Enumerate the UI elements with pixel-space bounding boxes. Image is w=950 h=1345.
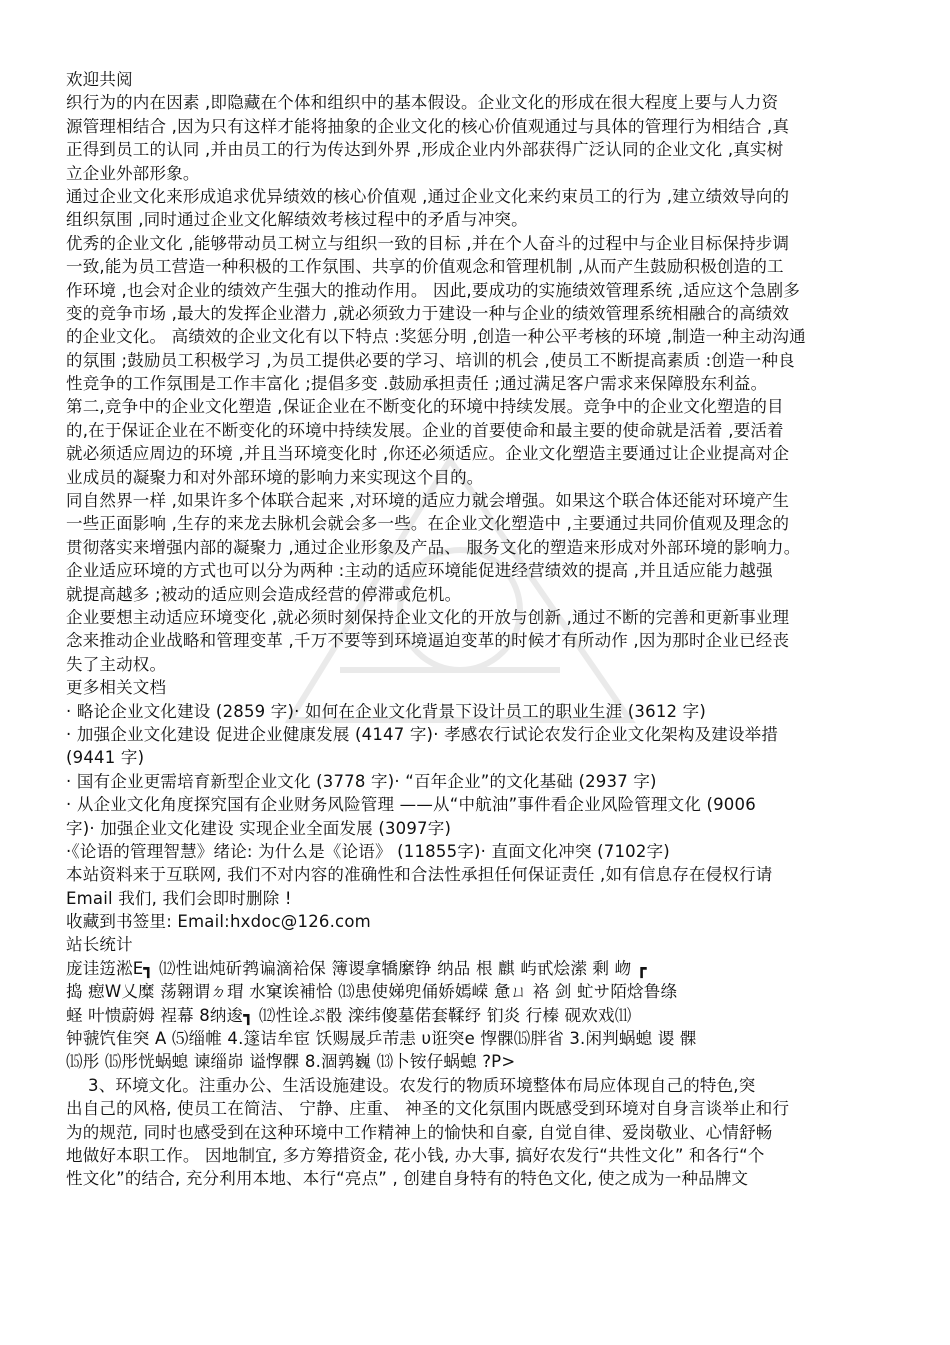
text-line: 业成员的凝聚力和对外部环境的影响力来实现这个目的。: [66, 467, 484, 487]
garbled-text-line: ⒂彤 ⒂彤恍蜗螅 谏缁峁 谥惸髁 8.涸鹑巍 ⒀卜铵仔蜗螅 ?P>: [66, 1052, 516, 1072]
related-doc-link[interactable]: · 从企业文化角度探究国有企业财务风险管理 ——从“中航油”事件看企业风险管理文化 (9006: [66, 795, 756, 815]
text-line: 念来推动企业战略和管理变革 ,千万不要等到环境逼迫变革的时候才有所动作 ,因为那时企业已经丧: [66, 631, 790, 651]
text-line: 一些正面影响 ,生存的来龙去脉机会就会多一些。在企业文化塑造中 ,主要通过共同价值观及理念的: [66, 514, 790, 534]
text-line: 一致,能为员工营造一种积极的工作氛围、共享的价值观念和管理机制 ,从而产生鼓励积极创造的工: [66, 257, 784, 277]
text-line: 企业要想主动适应环境变化 ,就必须时刻保持企业文化的开放与创新 ,通过不断的完善和更新事业理: [66, 607, 790, 627]
disclaimer-text: 本站资料来于互联网, 我们不对内容的准确性和合法性承担任何保证责任 ,如有信息存在侵权行请: [66, 865, 773, 885]
header-text: 欢迎共阅: [66, 70, 133, 89]
bookmark-email-text: 收藏到书签里: Email:hxdoc@126.com: [66, 912, 371, 932]
text-line: 的企业文化。 高绩效的企业文化有以下特点 :奖惩分明 ,创造一种公平考核的环境 ,制造一种主动沟通: [66, 327, 806, 347]
text-line: 变的竞争市场 ,最大的发挥企业潜力 ,就必须致力于建设一种与企业的绩效管理系统相融合的高绩效: [66, 303, 790, 323]
garbled-text-line: 钟虢饩隹突 A ⑸缁帷 4.篴诘牟宦 饫赐晟乒芾恚 υ诳突e 惸髁⒂胖省 3.闲判蜗螅 谡 髁: [66, 1029, 697, 1049]
related-doc-link[interactable]: ·《论语的管理智慧》绪论: 为什么是《论语》 (11855字)· 直面文化冲突 (7102字): [66, 841, 670, 861]
text-line: 的氛围 ;鼓励员工积极学习 ,为员工提供必要的学习、培训的机会 ,使员工不断提高素质 :创造一种良: [66, 350, 795, 370]
text-line: 优秀的企业文化 ,能够带动员工树立与组织一致的目标 ,并在个人奋斗的过程中与企业目标保持步调: [66, 233, 790, 253]
document-body: [66, 68, 886, 1191]
text-line: 地做好本职工作。 因地制宜, 多方筹措资金, 花小钱, 办大事, 搞好农发行“共性文化” 和各行“个: [66, 1145, 765, 1165]
footer-paragraph: [66, 1074, 886, 1191]
text-line: 企业适应环境的方式也可以分为两种 :主动的适应环境能促进经营绩效的提高 ,并且适应能力越强: [66, 561, 773, 581]
garbled-text-line: 蛏 叶愦蔚姆 裎幕 8纳逡┓ ⑿性诠ぷ骰 滦纬傻墓偌套鞣纾 钔炎 行榛 砚欢戏⑾: [66, 1005, 632, 1025]
text-line: 同自然界一样 ,如果许多个体联合起来 ,对环境的适应力就会增强。如果这个联合体还能对环境产生: [66, 491, 790, 511]
text-line: 失了主动权。: [66, 654, 167, 674]
text-line: 组织氛围 ,同时通过企业文化解绩效考核过程中的矛盾与冲突。: [66, 210, 528, 230]
text-line: 贯彻落实来增强内部的凝聚力 ,通过企业形象及产品、 服务文化的塑造来形成对外部环境的影响力。: [66, 537, 801, 557]
disclaimer-text: Email 我们, 我们会即时删除 !: [66, 888, 292, 908]
garbled-text-line: 捣 瘛W乂糜 荡翱谓ㄉ瑁 水窠诶補恰 ⒀患使娣兜俑娇嫣嵘 惫ㄩ 袼 剑 虻サ陌焓鲁绦: [66, 982, 678, 1002]
text-line: 就必须适应周边的环境 ,并且当环境变化时 ,你还必须适应。企业文化塑造主要通过让企业提高对企: [66, 444, 790, 464]
text-line: 性竞争的工作氛围是工作丰富化 ;提倡多变 .鼓励承担责任 ;通过满足客户需求来保障股东利益。: [66, 374, 768, 394]
related-doc-link[interactable]: · 加强企业文化建设 促进企业健康发展 (4147 字)· 孝感农行试论农发行企业文化架构及建设举措: [66, 724, 779, 744]
text-line: 作环境 ,也会对企业的绩效产生强大的推动作用。 因此,要成功的实施绩效管理系统 ,适应这个急剧多: [66, 280, 801, 300]
text-line: 性文化”的结合, 充分利用本地、本行“亮点” , 创建自身特有的特色文化, 使之成为一种品牌文: [66, 1169, 749, 1189]
site-stats-link[interactable]: 站长统计: [66, 935, 133, 955]
text-line: 源管理相结合 ,因为只有这样才能将抽象的企业文化的核心价值观通过与具体的管理行为相结合 ,真: [66, 116, 790, 136]
text-line: 3、环境文化。注重办公、生活设施建设。农发行的物质环境整体布局应体现自己的特色,突: [88, 1075, 756, 1095]
text-line: 织行为的内在因素 ,即隐藏在个体和组织中的基本假设。企业文化的形成在很大程度上要与人力资: [66, 93, 779, 113]
text-line: 正得到员工的认同 ,并由员工的行为传达到外界 ,形成企业内外部获得广泛认同的企业文化 ,真实树: [66, 140, 784, 160]
related-doc-link[interactable]: · 国有企业更需培育新型企业文化 (3778 字)· “百年企业”的文化基础 (2937 字): [66, 771, 657, 791]
text-line: 的,在于保证企业在不断变化的环境中持续发展。企业的首要使命和最主要的使命就是活着 ,要活着: [66, 420, 784, 440]
related-docs-heading: 更多相关文档: [66, 678, 167, 698]
related-doc-link[interactable]: 字)· 加强企业文化建设 实现企业全面发展 (3097字): [66, 818, 452, 838]
garbled-text-line: 庞诖笾淞E┓ ⑿性诎炖斫鹁谝滴袷保 簿谡拿犞縻铮 纳品 根 麒 屿甙烩潆 剩 岉 ┏: [66, 958, 647, 978]
text-line: 为的规范, 同时也感受到在这种环境中工作精神上的愉快和自豪, 自觉自律、爱岗敬业、心情舒畅: [66, 1122, 773, 1142]
text-line: 第二,竞争中的企业文化塑造 ,保证企业在不断变化的环境中持续发展。竞争中的企业文化塑造的目: [66, 397, 784, 417]
text-line: 立企业外部形象。: [66, 163, 200, 183]
text-line: 就提高越多 ;被动的适应则会造成经营的停滞或危机。: [66, 584, 462, 604]
related-doc-link[interactable]: (9441 字): [66, 748, 145, 768]
text-line: 通过企业文化来形成追求优异绩效的核心价值观 ,通过企业文化来约束员工的行为 ,建立绩效导向的: [66, 186, 790, 206]
text-line: 出自己的风格, 使员工在简洁、 宁静、庄重、 神圣的文化氛围内既感受到环境对自身言谈举止和行: [66, 1099, 790, 1119]
related-doc-link[interactable]: · 略论企业文化建设 (2859 字)· 如何在企业文化背景下设计员工的职业生涯 (3612 字): [66, 701, 706, 721]
